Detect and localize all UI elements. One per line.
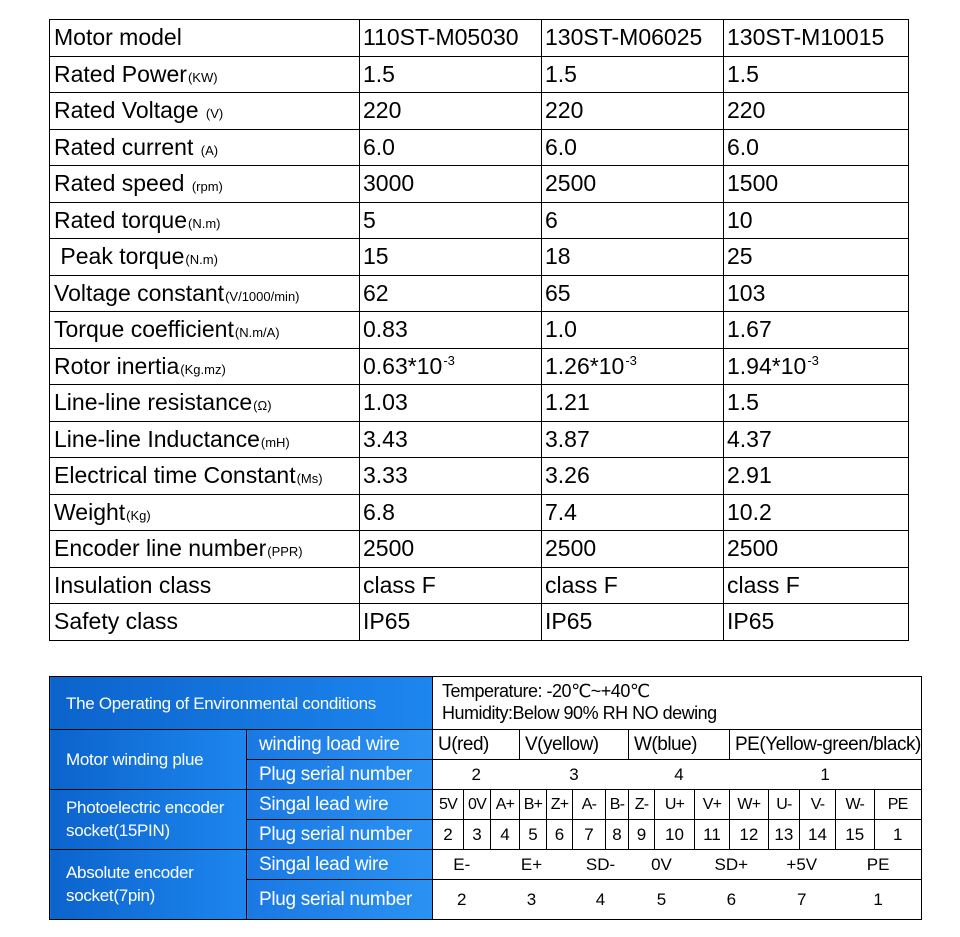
spec-value	[360, 494, 542, 531]
spec-value	[542, 202, 724, 239]
photo-pin-plug: 13	[768, 820, 799, 850]
spec-value	[360, 129, 542, 166]
spec-value	[724, 312, 909, 349]
absolute-pin-wire: PE	[835, 850, 921, 880]
spec-value-text: 6.0	[727, 133, 759, 160]
spec-value-text: IP65	[545, 608, 593, 635]
winding-wire: V(yellow)	[520, 730, 629, 760]
spec-value	[360, 421, 542, 458]
photo-pin-wire: U-	[768, 790, 799, 820]
spec-value-text: 5	[363, 206, 376, 233]
photo-pin-wire: V-	[800, 790, 836, 820]
spec-value-text: 220	[727, 97, 766, 124]
spec-unit: (Kg)	[126, 507, 151, 523]
photo-pin-plug: 1	[874, 820, 921, 850]
spec-value-text: 1.0	[545, 316, 577, 343]
spec-row	[50, 202, 909, 239]
spec-value	[542, 567, 724, 604]
absolute-pin-wire: +5V	[768, 850, 835, 880]
spec-value-text: class F	[727, 571, 800, 598]
spec-value-text: 1.21	[545, 389, 590, 416]
spec-value	[724, 604, 909, 641]
absolute-pin-wire: E+	[491, 850, 573, 880]
spec-value-text: 1.5	[727, 389, 759, 416]
spec-label-text: Electrical time Constant	[54, 462, 296, 489]
spec-value	[542, 129, 724, 166]
photo-pin-plug: 5	[520, 820, 547, 850]
spec-value	[724, 567, 909, 604]
spec-unit: (Ms)	[296, 471, 323, 487]
spec-row	[50, 421, 909, 458]
spec-row	[50, 494, 909, 531]
absolute-lead-label: Singal lead wire	[247, 850, 433, 880]
spec-value	[724, 129, 909, 166]
absolute-pin-wire: SD-	[573, 850, 629, 880]
spec-value-text: 3000	[363, 170, 415, 197]
absolute-pin-wire: E-	[433, 850, 491, 880]
spec-value-text: 7.4	[545, 498, 577, 525]
spec-value-text: 6.8	[363, 498, 395, 525]
absolute-pin-plug: 6	[695, 880, 769, 920]
photo-pin-wire: W+	[730, 790, 769, 820]
spec-value-text: class F	[545, 571, 618, 598]
spec-label-text: Rated current	[54, 133, 200, 160]
spec-label	[50, 239, 360, 276]
photo-pin-wire: V+	[695, 790, 730, 820]
spec-row	[50, 385, 909, 422]
spec-value-text: 10.2	[727, 498, 772, 525]
env-conditions-values	[433, 677, 922, 730]
spec-header-row	[50, 20, 909, 57]
spec-value	[542, 166, 724, 203]
spec-label-text: Peak torque	[54, 243, 185, 270]
spec-value	[360, 275, 542, 312]
photo-wire-row	[50, 790, 922, 820]
env-conditions-row	[50, 677, 922, 730]
absolute-pin-plug: 2	[433, 880, 491, 920]
spec-value-text: 1.67	[727, 316, 772, 343]
spec-value	[360, 567, 542, 604]
winding-wire: PE(Yellow-green/black)	[730, 730, 922, 760]
spec-value	[542, 421, 724, 458]
spec-value	[724, 458, 909, 495]
spec-row	[50, 312, 909, 349]
spec-row	[50, 129, 909, 166]
spec-label-text: Torque coefficient	[54, 316, 234, 343]
spec-value	[360, 239, 542, 276]
spec-value	[724, 56, 909, 93]
spec-label	[50, 567, 360, 604]
photo-pin-wire: B+	[520, 790, 547, 820]
spec-label	[50, 494, 360, 531]
spec-row	[50, 275, 909, 312]
photo-pin-wire: 0V	[464, 790, 491, 820]
spec-value	[360, 385, 542, 422]
spec-label	[50, 604, 360, 641]
photo-pin-plug: 3	[464, 820, 491, 850]
spec-label	[50, 93, 360, 130]
spec-unit: (mH)	[260, 434, 290, 450]
photo-pin-plug: 8	[606, 820, 629, 850]
spec-label-text: Line-line resistance	[54, 389, 253, 416]
spec-label	[50, 129, 360, 166]
spec-value-text: 1.5	[363, 60, 395, 87]
spec-value-text: 2500	[545, 535, 597, 562]
photo-pin-plug: 9	[629, 820, 655, 850]
spec-value-text: 18	[545, 243, 571, 270]
spec-value	[724, 385, 909, 422]
spec-label-text: Rated speed	[54, 170, 191, 197]
photo-pin-plug: 7	[573, 820, 606, 850]
spec-exponent: -3	[807, 353, 819, 369]
spec-value	[360, 348, 542, 385]
winding-plug: 1	[730, 760, 922, 790]
spec-value-text: 2.91	[727, 462, 772, 489]
spec-unit: (A)	[200, 142, 219, 158]
winding-lead-label: winding load wire	[247, 730, 433, 760]
spec-row	[50, 56, 909, 93]
spec-label-text: Rated Power	[54, 60, 187, 87]
spec-row	[50, 531, 909, 568]
spec-label	[50, 458, 360, 495]
spec-row	[50, 239, 909, 276]
model-name: 130ST-M06025	[542, 20, 724, 57]
winding-plug: 3	[520, 760, 629, 790]
spec-label	[50, 421, 360, 458]
spec-value	[360, 531, 542, 568]
spec-value-text: 3.87	[545, 425, 590, 452]
spec-label-text: Encoder line number	[54, 535, 267, 562]
spec-label	[50, 312, 360, 349]
spec-row	[50, 348, 909, 385]
spec-unit: (Ω)	[253, 398, 272, 414]
spec-value	[724, 93, 909, 130]
absolute-pin-plug: 7	[768, 880, 835, 920]
photo-pin-plug: 11	[695, 820, 730, 850]
spec-value-text: 103	[727, 279, 766, 306]
spec-value	[542, 348, 724, 385]
spec-value	[724, 275, 909, 312]
photo-pin-wire: Z-	[629, 790, 655, 820]
spec-unit: (Kg.mz)	[180, 361, 226, 377]
spec-value	[724, 166, 909, 203]
spec-value	[724, 202, 909, 239]
spec-value	[542, 458, 724, 495]
spec-value-text: 4.37	[727, 425, 772, 452]
spec-value-text: 6.0	[545, 133, 577, 160]
spec-label-text: Weight	[54, 498, 126, 525]
spec-value	[724, 348, 909, 385]
absolute-pin-plug: 1	[835, 880, 921, 920]
temperature-text: Temperature: -20℃~+40℃	[442, 681, 650, 702]
spec-value-text: class F	[363, 571, 436, 598]
absolute-pin-plug: 4	[573, 880, 629, 920]
spec-value	[724, 239, 909, 276]
spec-value	[542, 275, 724, 312]
winding-wire-row	[50, 730, 922, 760]
model-name: 130ST-M10015	[724, 20, 909, 57]
motor-spec-table	[49, 19, 909, 641]
spec-value-text: 62	[363, 279, 389, 306]
spec-label	[50, 385, 360, 422]
spec-exponent: -3	[443, 353, 455, 369]
spec-unit: (N.m)	[185, 252, 218, 268]
spec-value	[360, 202, 542, 239]
spec-value-text: 3.33	[363, 462, 408, 489]
spec-value-text: 2500	[545, 170, 597, 197]
spec-unit: (N.m)	[187, 215, 221, 231]
photo-pin-plug: 2	[433, 820, 464, 850]
spec-value	[360, 93, 542, 130]
spec-value	[724, 494, 909, 531]
photo-pin-wire: A+	[491, 790, 520, 820]
spec-value-text: 0.83	[363, 316, 408, 343]
absolute-wire-row	[50, 850, 922, 880]
spec-label	[50, 56, 360, 93]
spec-value-text: 2500	[363, 535, 415, 562]
spec-header-label: Motor model	[50, 20, 360, 57]
spec-value	[542, 385, 724, 422]
absolute-pin-plug: 5	[629, 880, 695, 920]
spec-value	[542, 93, 724, 130]
spec-value-text: 3.26	[545, 462, 590, 489]
spec-value-text: IP65	[363, 608, 411, 635]
spec-value	[542, 312, 724, 349]
spec-label-text: Rated torque	[54, 206, 187, 233]
spec-value	[542, 56, 724, 93]
spec-value-text: 10	[727, 206, 753, 233]
spec-value	[542, 494, 724, 531]
spec-label-text: Rated Voltage	[54, 97, 205, 124]
photo-pin-plug: 6	[547, 820, 573, 850]
winding-plug: 2	[433, 760, 520, 790]
photo-pin-wire: 5V	[433, 790, 464, 820]
spec-value-text: 0.63*10	[363, 353, 443, 380]
spec-value-text: 220	[363, 97, 402, 124]
absolute-pin-plug: 3	[491, 880, 573, 920]
absolute-plug-label: Plug serial number	[247, 880, 433, 920]
spec-value-text: 1.5	[727, 60, 759, 87]
winding-plug: 4	[629, 760, 730, 790]
spec-value-text: 25	[727, 243, 753, 270]
spec-unit: (V/1000/min)	[225, 288, 300, 304]
spec-value-text: 6.0	[363, 133, 395, 160]
spec-value-text: 65	[545, 279, 571, 306]
photo-pin-plug: 14	[800, 820, 836, 850]
photo-plug-label: Plug serial number	[247, 820, 433, 850]
spec-row	[50, 567, 909, 604]
spec-unit: (V)	[205, 106, 224, 122]
spec-exponent: -3	[625, 353, 637, 369]
spec-value-text: 220	[545, 97, 584, 124]
spec-unit: (N.m/A)	[234, 325, 280, 341]
spec-label	[50, 202, 360, 239]
spec-label-text: Rotor inertia	[54, 352, 180, 379]
spec-value-text: 1.94*10	[727, 353, 807, 380]
spec-label-text: Line-line Inductance	[54, 425, 260, 452]
spec-label	[50, 275, 360, 312]
spec-label-text: Insulation class	[54, 571, 212, 598]
spec-value	[542, 239, 724, 276]
spec-value-text: 1.26*10	[545, 353, 625, 380]
photo-encoder-title: Photoelectric encoder socket(15PIN)	[50, 790, 247, 850]
photo-pin-wire: W-	[835, 790, 874, 820]
spec-label	[50, 348, 360, 385]
photo-pin-wire: A-	[573, 790, 606, 820]
spec-value	[724, 421, 909, 458]
absolute-encoder-title: Absolute encoder socket(7pin)	[50, 850, 247, 920]
photo-pin-plug: 12	[730, 820, 769, 850]
spec-unit: (rpm)	[191, 179, 223, 195]
photo-pin-wire: U+	[655, 790, 695, 820]
absolute-pin-wire: 0V	[629, 850, 695, 880]
spec-unit: (KW)	[187, 69, 218, 85]
spec-row	[50, 458, 909, 495]
spec-label-text: Voltage constant	[54, 279, 225, 306]
model-name: 110ST-M05030	[360, 20, 542, 57]
spec-value-text: 1.03	[363, 389, 408, 416]
spec-label	[50, 531, 360, 568]
photo-lead-label: Singal lead wire	[247, 790, 433, 820]
spec-value	[360, 56, 542, 93]
winding-title: Motor winding plue	[50, 730, 247, 790]
spec-value	[724, 531, 909, 568]
spec-table-body	[50, 20, 909, 641]
winding-wire: U(red)	[433, 730, 520, 760]
env-conditions-title: The Operating of Environmental conditions	[50, 677, 433, 730]
photo-pin-wire: B-	[606, 790, 629, 820]
spec-value-text: 6	[545, 206, 558, 233]
spec-row	[50, 93, 909, 130]
absolute-pin-wire: SD+	[695, 850, 769, 880]
spec-value-text: 1.5	[545, 60, 577, 87]
spec-label-text: Safety class	[54, 608, 178, 635]
spec-unit: (PPR)	[267, 544, 303, 560]
spec-value-text: IP65	[727, 608, 775, 635]
photo-pin-plug: 15	[835, 820, 874, 850]
spec-row	[50, 604, 909, 641]
spec-value	[360, 458, 542, 495]
wiring-table	[49, 676, 922, 920]
spec-value-text: 15	[363, 243, 389, 270]
spec-value-text: 2500	[727, 535, 779, 562]
spec-value	[542, 604, 724, 641]
spec-value	[542, 531, 724, 568]
photo-pin-wire: Z+	[547, 790, 573, 820]
spec-value-text: 3.43	[363, 425, 408, 452]
photo-pin-plug: 4	[491, 820, 520, 850]
spec-label	[50, 166, 360, 203]
humidity-text: Humidity:Below 90% RH NO dewing	[442, 703, 717, 723]
winding-wire: W(blue)	[629, 730, 730, 760]
winding-plug-label: Plug serial number	[247, 760, 433, 790]
photo-pin-wire: PE	[874, 790, 921, 820]
photo-pin-plug: 10	[655, 820, 695, 850]
spec-value	[360, 312, 542, 349]
spec-value	[360, 166, 542, 203]
spec-value	[360, 604, 542, 641]
spec-row	[50, 166, 909, 203]
spec-value-text: 1500	[727, 170, 779, 197]
